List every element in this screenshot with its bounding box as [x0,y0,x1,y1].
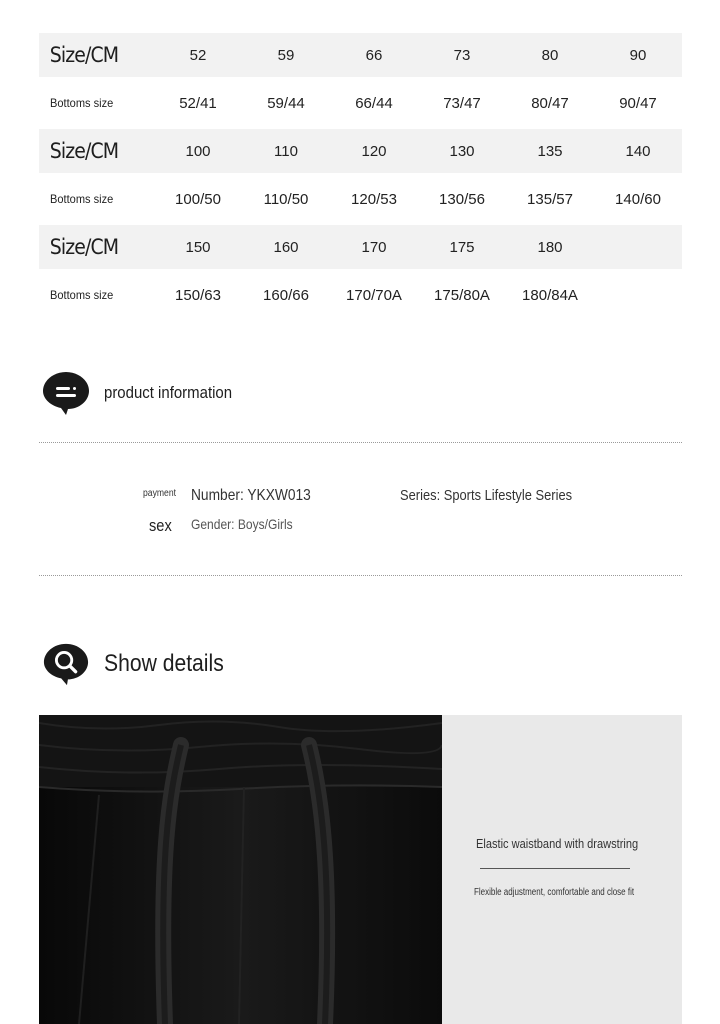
bottoms-cell: 120/53 [351,190,397,208]
size-cell: 90 [629,46,647,64]
payment-label: payment [143,488,176,499]
bottoms-label: Bottoms size [50,96,114,110]
size-cell: 52 [189,46,207,64]
bottoms-cell: 73/47 [443,94,481,112]
bottoms-cell: 66/44 [355,94,393,112]
size-cell: 100 [185,142,211,160]
section-title: product information [104,383,233,402]
product-number: Number: YKXW013 [191,487,311,504]
size-cell: 170 [361,238,387,256]
bottoms-cell: 90/47 [619,94,657,112]
bottoms-cell: 130/56 [439,190,485,208]
size-cell: 130 [449,142,475,160]
waistband-photo [39,715,442,1024]
size-header-label: Size/CM [49,235,119,259]
size-cell: 120 [361,142,387,160]
size-cell: 150 [185,238,211,256]
size-cell: 160 [273,238,299,256]
product-series: Series: Sports Lifestyle Series [400,487,573,504]
size-cell: 73 [453,46,471,64]
bottoms-row [39,77,682,129]
size-cell: 175 [449,238,475,256]
feature-divider [480,868,630,869]
search-bubble-icon [42,641,90,687]
bottoms-row [39,269,682,321]
size-cell: 180 [537,238,563,256]
feature-panel [442,715,682,1024]
bottoms-label: Bottoms size [50,288,114,302]
size-header-label: Size/CM [49,139,119,163]
feature-description: Flexible adjustment, comfortable and close fit [474,887,635,898]
size-header-row [39,225,682,269]
size-table [39,33,682,321]
chat-bubble-icon [42,370,90,416]
size-header-row [39,33,682,77]
bottoms-cell: 135/57 [527,190,573,208]
product-photo [39,715,442,1024]
divider [39,575,682,576]
size-cell: 140 [625,142,651,160]
size-header-row [39,129,682,173]
section-title: Show details [104,650,224,677]
bottoms-cell: 160/66 [263,286,309,304]
size-cell: 59 [277,46,295,64]
bottoms-cell: 100/50 [175,190,221,208]
sex-label: sex [149,516,172,535]
show-details-header [42,641,240,687]
size-cell: 135 [537,142,563,160]
bottoms-cell: 170/70A [346,286,402,304]
product-gender: Gender: Boys/Girls [191,516,293,532]
bottoms-cell [594,287,682,304]
bottoms-cell: 110/50 [263,190,309,208]
bottoms-cell: 52/41 [179,94,217,112]
bottoms-cell: 150/63 [175,286,221,304]
bottoms-cell: 180/84A [522,286,578,304]
product-information-header [42,370,250,416]
size-cell: 66 [365,46,383,64]
divider [39,442,682,443]
size-cell: 80 [541,46,559,64]
bottoms-cell: 80/47 [531,94,569,112]
bottoms-cell: 175/80A [434,286,490,304]
feature-title: Elastic waistband with drawstring [476,836,639,851]
bottoms-row [39,173,682,225]
bottoms-label: Bottoms size [50,192,114,206]
size-cell: 110 [274,142,298,160]
size-cell [594,239,682,256]
bottoms-cell: 140/60 [615,190,661,208]
size-header-label: Size/CM [49,43,119,67]
bottoms-cell: 59/44 [267,94,305,112]
